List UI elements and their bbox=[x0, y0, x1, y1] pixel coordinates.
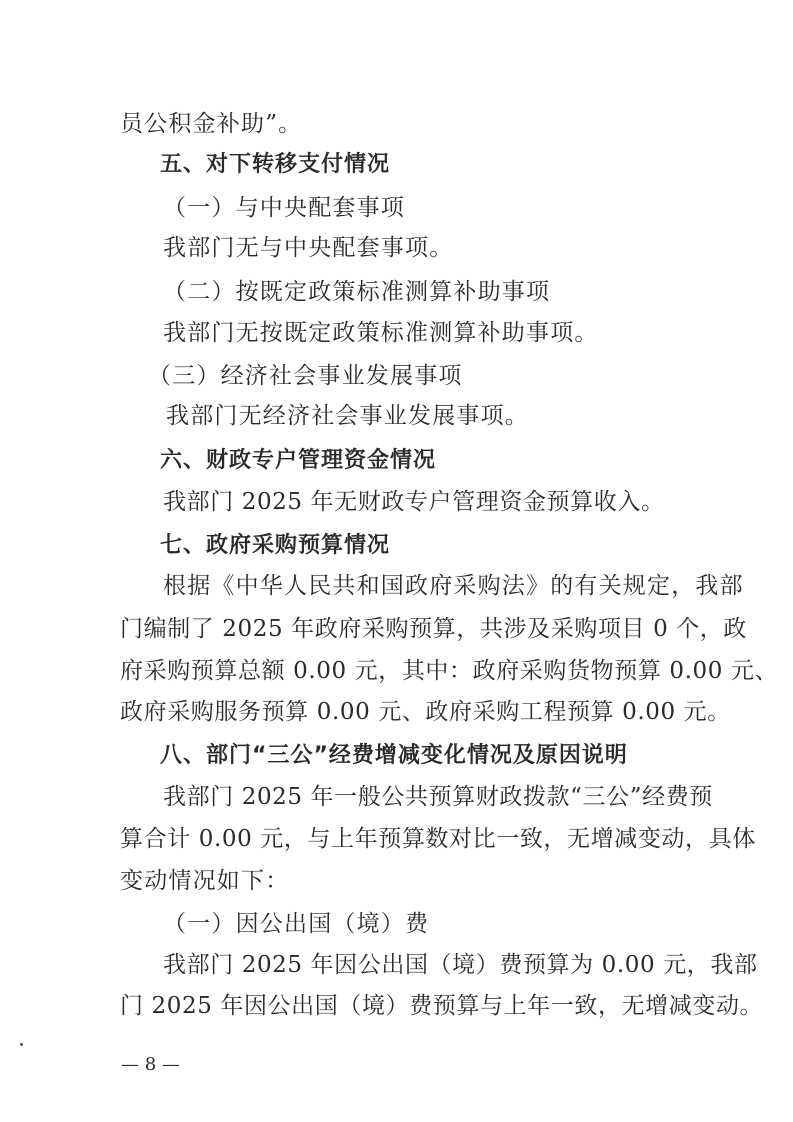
paragraph-three-public-line-3: 变动情况如下： bbox=[120, 868, 290, 894]
paragraph-procurement-line-3: 府采购预算总额 0.00 元，其中：政府采购货物预算 0.00 元、 bbox=[120, 658, 779, 684]
paragraph-social-development: 我部门无经济社会事业发展事项。 bbox=[166, 403, 529, 429]
paragraph-procurement-line-4: 政府采购服务预算 0.00 元、政府采购工程预算 0.00 元。 bbox=[120, 699, 731, 725]
paragraph-procurement-line-2: 门编制了 2025 年政府采购预算，共涉及采购项目 0 个，政 bbox=[120, 616, 748, 642]
subheading-social-development: （三）经济社会事业发展事项 bbox=[148, 363, 463, 389]
section-heading-procurement: 七、政府采购预算情况 bbox=[160, 533, 391, 558]
section-heading-special-account: 六、财政专户管理资金情况 bbox=[160, 448, 437, 473]
paragraph-continuation: 员公积金补助”。 bbox=[120, 111, 303, 137]
paragraph-overseas-travel-line-2: 门 2025 年因公出国（境）费预算与上年一致，无增减变动。 bbox=[120, 993, 764, 1019]
paragraph-three-public-line-2: 算合计 0.00 元，与上年预算数对比一致，无增减变动，具体 bbox=[120, 826, 756, 852]
section-heading-three-public-expenses: 八、部门“三公”经费增减变化情况及原因说明 bbox=[160, 743, 628, 768]
section-heading-transfer-payments: 五、对下转移支付情况 bbox=[160, 152, 391, 177]
paragraph-three-public-line-1: 我部门 2025 年一般公共预算财政拨款“三公”经费预 bbox=[163, 784, 713, 810]
subheading-overseas-travel: （一）因公出国（境）费 bbox=[163, 911, 430, 937]
paragraph-subsidy-standards: 我部门无按既定政策标准测算补助事项。 bbox=[163, 320, 599, 346]
paragraph-central-matching: 我部门无与中央配套事项。 bbox=[163, 235, 454, 261]
scan-speck bbox=[20, 1043, 23, 1046]
paragraph-overseas-travel-line-1: 我部门 2025 年因公出国（境）费预算为 0.00 元，我部 bbox=[163, 952, 758, 978]
paragraph-procurement-line-1: 根据《中华人民共和国政府采购法》的有关规定，我部 bbox=[163, 573, 744, 599]
subheading-subsidy-standards: （二）按既定政策标准测算补助事项 bbox=[163, 279, 551, 305]
subheading-central-matching: （一）与中央配套事项 bbox=[163, 195, 405, 221]
paragraph-special-account: 我部门 2025 年无财政专户管理资金预算收入。 bbox=[163, 489, 665, 515]
page-number: — 8 — bbox=[121, 1054, 180, 1075]
